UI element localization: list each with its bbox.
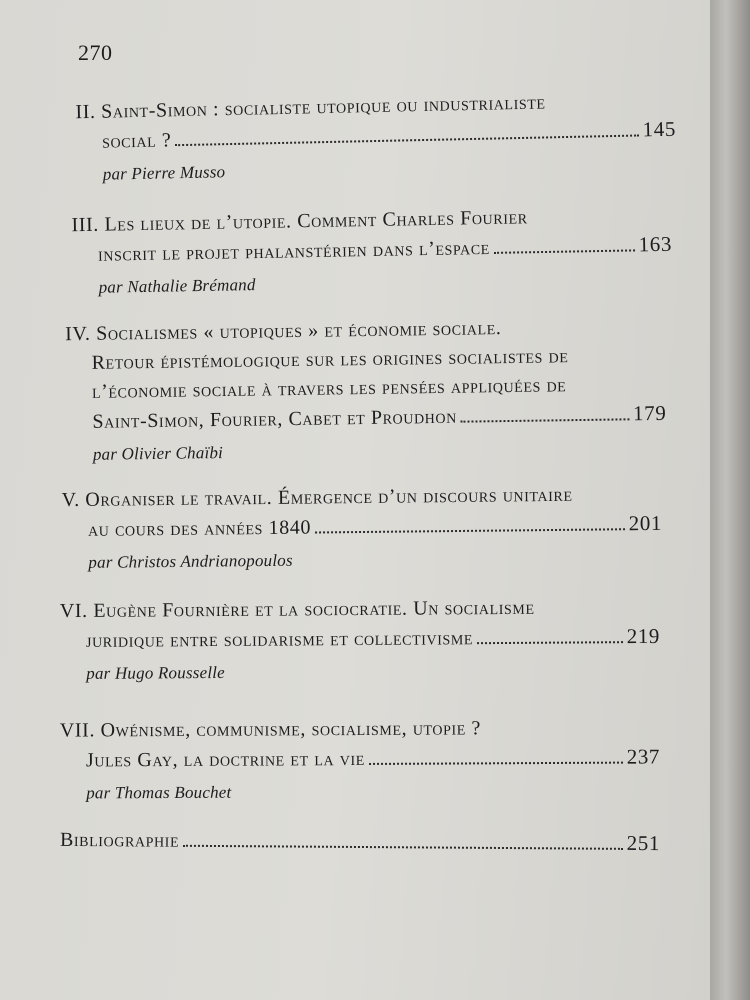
page-edge: [710, 0, 750, 1000]
entry-title-line: VI. Eugène Fournière et la sociocratie. Un socialisme: [59, 596, 535, 623]
entry-title-line: Bibliographie 251: [60, 825, 660, 859]
toc-entry-iii: [71, 201, 672, 298]
entry-title-line: inscrit le projet phalanstérien dans l’espace 163: [97, 231, 673, 266]
entry-title-line: juridique entre solidarisme et collectivisme 219: [85, 623, 661, 652]
entry-title-line: Saint-Simon, Fourier, Cabet et Proudhon 179: [92, 400, 667, 433]
entry-page-number: 179: [632, 400, 667, 426]
entry-page-number: 201: [628, 510, 663, 536]
toc-entry-vii: [60, 713, 660, 803]
dot-leader: [494, 249, 635, 253]
entry-title-line: Jules Gay, la doctrine et la vie 237: [85, 744, 661, 772]
entry-author: par Olivier Chaïbi: [92, 443, 224, 464]
entry-title-line: V. Organiser le travail. Émergence d’un discours unitaire: [61, 483, 573, 512]
dot-leader: [175, 134, 638, 146]
entry-page-number: 145: [642, 116, 677, 142]
entry-title-line: IV. Socialismes « utopiques » et économie sociale.: [65, 317, 502, 346]
entry-page-number: 219: [626, 623, 661, 649]
dot-leader: [477, 641, 623, 644]
entry-title-line: II. Saint-Simon : socialiste utopique ou industrialiste: [75, 91, 546, 124]
entry-title-line: social ? 145: [101, 116, 677, 153]
entry-author: par Christos Andrianopoulos: [88, 550, 293, 572]
page-number: 270: [78, 40, 113, 65]
entry-title-line: Retour épistémologique sur les origines socialistes de: [91, 345, 569, 374]
entry-author: par Hugo Rousselle: [86, 662, 225, 683]
entry-page-number: 251: [626, 830, 661, 856]
toc-entry-bibliographie: [60, 825, 660, 859]
entry-title-line: l’économie sociale à travers les pensées appliquées de: [91, 374, 567, 403]
entry-page-number: 237: [626, 744, 661, 769]
entry-author: par Pierre Musso: [102, 162, 226, 184]
toc-entry-iv: [65, 312, 667, 465]
toc-entry-vi: [60, 593, 661, 684]
entry-page-number: 163: [638, 231, 673, 257]
toc-entry-v: [62, 480, 663, 573]
dot-leader: [369, 762, 623, 765]
entry-title-line: III. Les lieux de l’utopie. Comment Charles Fourier: [71, 206, 528, 237]
dot-leader: [315, 528, 625, 533]
dot-leader: [461, 418, 629, 422]
dot-leader: [183, 845, 623, 850]
entry-title-line: VII. Owénisme, communisme, socialisme, utopie ?: [59, 717, 482, 742]
entry-author: par Thomas Bouchet: [86, 782, 232, 803]
entry-title-line: au cours des années 1840 201: [87, 510, 663, 541]
toc-entry-ii: [75, 86, 677, 186]
entry-author: par Nathalie Brémand: [98, 275, 256, 297]
